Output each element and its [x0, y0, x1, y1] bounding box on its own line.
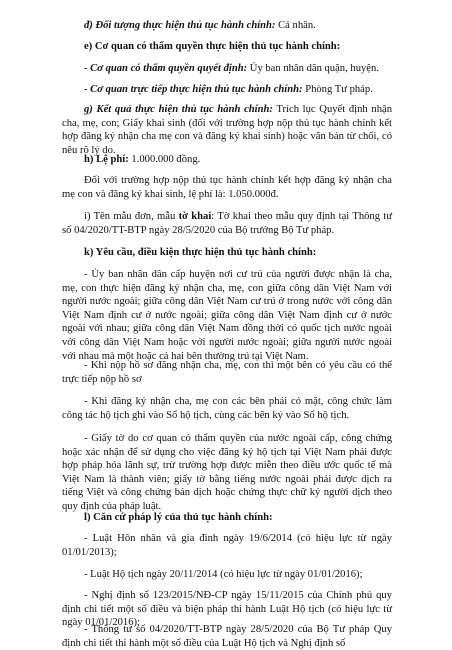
section-h-combined-fee: Đối với trường hợp nộp thủ tục hành chính kết hợp đăng ký nhận cha mẹ con và đăng ký khai sinh, lệ phí là: 1.050.000đ.: [62, 175, 392, 200]
section-h-text: 1.000.000 đồng.: [128, 154, 201, 165]
section-k-heading: k) Yêu cầu, điều kiện thực hiện thủ tục hành chính:: [84, 247, 317, 258]
section-l-heading: l) Căn cứ pháp lý của thủ tục hành chính:: [84, 512, 273, 523]
section-g-text: Trích lục Quyết định nhận cha, mẹ, con; Giấy khai sinh (đối với trường hợp nộp thủ tục hành chính kết hợp đăng ký nhận cha mẹ con và đăng ký khai sinh) hoặc văn bản từ chối, có nêu rõ lý do.: [62, 104, 392, 156]
section-e-exec-text: Phòng Tư pháp.: [302, 84, 373, 95]
section-k-paragraph-2: - Khi nộp hồ sơ đăng nhận cha, mẹ, con thì một bên có yêu cầu có thể trực tiếp nộp hồ sơ: [62, 360, 392, 385]
section-h-heading: h) Lệ phí:: [84, 154, 129, 165]
section-d-text: Cá nhân.: [275, 20, 316, 31]
section-k-paragraph-1: - Ủy ban nhân dân cấp huyện nơi cư trú của người được nhận là cha, mẹ, con thực hiện đăng ký nhận cha, mẹ, con giữa công dân Việt Nam với người nước ngoài; giữa công dân Việt Nam cư trú ở trong nước với công dân Việt Nam định cư ở nước ngoài; giữa công dân Việt Nam định cư ở nước ngoài với nhau; giữa công dân Việt Nam đồng thời có quốc tịch nước ngoài với công dân Việt Nam hoặc với người nước ngoài; giữa người nước ngoài với nhau mà một hoặc cả hai bên thường trú tại Việt Nam.: [62, 269, 392, 362]
section-i: [62, 210, 392, 237]
section-k-paragraph-4: - Giấy tờ do cơ quan có thẩm quyền của nước ngoài cấp, công chứng hoặc xác nhận để sử dụng cho việc đăng ký hộ tịch tại Việt Nam phải được hợp pháp hóa lãnh sự, trừ trường hợp được miễn theo điều ước quốc tế mà Việt Nam là thành viên; giấy tờ bằng tiếng nước ngoài phải được dịch ra tiếng Việt và công chứng bản dịch hoặc chứng thực chữ ký người dịch theo quy định của pháp luật.: [62, 433, 392, 512]
section-l-paragraph-4: - Thông tư số 04/2020/TT-BTP ngày 28/5/2020 của Bộ Tư pháp Quy định chi tiết thi hành một số điều của Luật Hộ tịch và Nghị định số: [62, 624, 392, 649]
section-d-heading: đ) Đối tượng thực hiện thủ tục hành chính:: [84, 20, 276, 31]
section-e-decision-label: - Cơ quan có thẩm quyền quyết định:: [84, 63, 248, 74]
section-i-prefix: i) Tên mẫu đơn, mẫu: [84, 211, 179, 222]
section-i-bold: tờ khai: [178, 211, 212, 222]
section-d: [62, 19, 392, 33]
section-l-paragraph-3: - Nghị định số 123/2015/NĐ-CP ngày 15/11/2015 của Chính phủ quy định chi tiết một số điều và biện pháp thi hành Luật Hộ tịch (có hiệu lực từ ngày 01/01/2016);: [62, 590, 392, 629]
section-h: [62, 153, 392, 167]
section-g-heading: g) Kết quả thực hiện thủ tục hành chính:: [84, 104, 273, 115]
section-l-paragraph-1: - Luật Hôn nhân và gia đình ngày 19/6/2014 (có hiệu lực từ ngày 01/01/2013);: [62, 533, 392, 558]
section-e-exec-label: - Cơ quan trực tiếp thực hiện thủ tục hành chính:: [84, 84, 303, 95]
section-e-heading: e) Cơ quan có thẩm quyền thực hiện thủ tục hành chính:: [84, 41, 341, 52]
section-e-exec: [62, 83, 392, 97]
section-e-decision-text: Ủy ban nhân dân quận, huyện.: [247, 63, 379, 74]
section-e-decision: [62, 62, 392, 76]
section-k-paragraph-3: - Khi đăng ký nhận cha, mẹ con các bên phải có mặt, công chức làm công tác hộ tịch ghi vào Sổ hộ tịch, cùng các bên ký vào Sổ hộ tịch.: [62, 396, 392, 421]
section-i-text: : Tờ khai theo mẫu quy định tại Thông tư số 04/2020/TT-BTP ngày 28/5/2020 của Bộ trưởng Bộ Tư pháp.: [62, 211, 392, 236]
section-g: [62, 103, 392, 157]
section-l-paragraph-2: - Luật Hộ tịch ngày 20/11/2014 (có hiệu lực từ ngày 01/01/2016);: [84, 569, 363, 580]
